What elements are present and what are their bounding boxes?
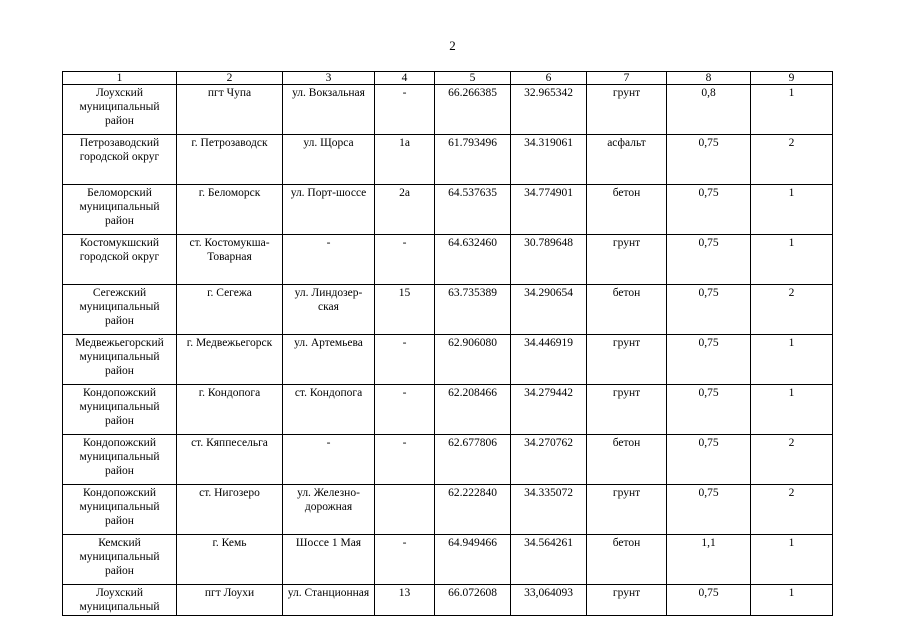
column-header: 9	[751, 72, 833, 85]
header-row	[63, 72, 833, 85]
cell-longitude: 32.965342	[511, 85, 587, 135]
cell-latitude: 62.906080	[435, 335, 511, 385]
cell-area: 0,75	[667, 285, 751, 335]
cell-count: 1	[751, 585, 833, 616]
cell-surface: бетон	[587, 535, 667, 585]
column-header: 3	[283, 72, 375, 85]
cell-district: Лоухский муниципальный район	[63, 85, 177, 135]
cell-area: 0,75	[667, 485, 751, 535]
cell-surface: грунт	[587, 385, 667, 435]
cell-locality: г. Петрозаводск	[177, 135, 283, 185]
table-row	[63, 585, 833, 616]
table-row	[63, 485, 833, 535]
table-row	[63, 235, 833, 285]
cell-street: ст. Кондопога	[283, 385, 375, 435]
cell-latitude: 61.793496	[435, 135, 511, 185]
table-row	[63, 285, 833, 335]
cell-latitude: 63.735389	[435, 285, 511, 335]
cell-locality: г. Кемь	[177, 535, 283, 585]
cell-longitude: 34.446919	[511, 335, 587, 385]
cell-latitude: 64.949466	[435, 535, 511, 585]
page-number: 2	[449, 38, 456, 53]
cell-count: 1	[751, 185, 833, 235]
cell-house: 13	[375, 585, 435, 616]
cell-locality: г. Кондопога	[177, 385, 283, 435]
data-table	[62, 71, 833, 616]
cell-count: 2	[751, 285, 833, 335]
column-header: 8	[667, 72, 751, 85]
column-header: 4	[375, 72, 435, 85]
cell-house: -	[375, 85, 435, 135]
cell-longitude: 34.290654	[511, 285, 587, 335]
cell-longitude: 34.564261	[511, 535, 587, 585]
cell-house: -	[375, 535, 435, 585]
cell-house: -	[375, 435, 435, 485]
cell-district: Петрозаводский городской округ	[63, 135, 177, 185]
cell-locality: ст. Кяппесельга	[177, 435, 283, 485]
column-header: 2	[177, 72, 283, 85]
cell-count: 1	[751, 85, 833, 135]
cell-district: Кондопожский муниципальный район	[63, 385, 177, 435]
cell-latitude: 64.632460	[435, 235, 511, 285]
cell-house: -	[375, 235, 435, 285]
column-header: 5	[435, 72, 511, 85]
cell-street: Шоссе 1 Мая	[283, 535, 375, 585]
cell-surface: грунт	[587, 235, 667, 285]
cell-longitude: 34.319061	[511, 135, 587, 185]
cell-count: 1	[751, 335, 833, 385]
cell-latitude: 64.537635	[435, 185, 511, 235]
cell-street: ул. Щорса	[283, 135, 375, 185]
cell-surface: грунт	[587, 335, 667, 385]
cell-surface: бетон	[587, 185, 667, 235]
cell-surface: грунт	[587, 485, 667, 535]
cell-house: -	[375, 335, 435, 385]
cell-latitude: 66.072608	[435, 585, 511, 616]
cell-district: Лоухский муниципальный	[63, 585, 177, 616]
cell-longitude: 33,064093	[511, 585, 587, 616]
cell-street: -	[283, 235, 375, 285]
cell-latitude: 62.208466	[435, 385, 511, 435]
cell-district: Кондопожский муниципальный район	[63, 485, 177, 535]
cell-count: 1	[751, 235, 833, 285]
column-header: 6	[511, 72, 587, 85]
cell-street: ул. Железно-дорожная	[283, 485, 375, 535]
cell-street: ул. Вокзальная	[283, 85, 375, 135]
cell-longitude: 34.270762	[511, 435, 587, 485]
cell-street: ул. Порт-шоссе	[283, 185, 375, 235]
cell-area: 0,8	[667, 85, 751, 135]
cell-locality: пгт Лоухи	[177, 585, 283, 616]
cell-area: 1,1	[667, 535, 751, 585]
table-row	[63, 335, 833, 385]
cell-street: ул. Линдозер-ская	[283, 285, 375, 335]
column-header: 1	[63, 72, 177, 85]
cell-area: 0,75	[667, 335, 751, 385]
cell-longitude: 30.789648	[511, 235, 587, 285]
cell-latitude: 66.266385	[435, 85, 511, 135]
cell-surface: асфальт	[587, 135, 667, 185]
cell-house: 2а	[375, 185, 435, 235]
cell-locality: ст. Костомукша-Товарная	[177, 235, 283, 285]
cell-house: -	[375, 385, 435, 435]
cell-locality: ст. Нигозеро	[177, 485, 283, 535]
cell-district: Кемский муниципальный район	[63, 535, 177, 585]
table-row	[63, 435, 833, 485]
cell-area: 0,75	[667, 235, 751, 285]
cell-district: Беломорский муниципальный район	[63, 185, 177, 235]
cell-area: 0,75	[667, 185, 751, 235]
cell-longitude: 34.774901	[511, 185, 587, 235]
cell-count: 1	[751, 535, 833, 585]
cell-district: Сегежский муниципальный район	[63, 285, 177, 335]
cell-latitude: 62.222840	[435, 485, 511, 535]
cell-longitude: 34.279442	[511, 385, 587, 435]
cell-street: ул. Артемьева	[283, 335, 375, 385]
cell-surface: грунт	[587, 585, 667, 616]
cell-street: -	[283, 435, 375, 485]
cell-street: ул. Станционная	[283, 585, 375, 616]
cell-area: 0,75	[667, 135, 751, 185]
table-row	[63, 535, 833, 585]
cell-district: Кондопожский муниципальный район	[63, 435, 177, 485]
cell-surface: бетон	[587, 435, 667, 485]
cell-latitude: 62.677806	[435, 435, 511, 485]
cell-count: 1	[751, 385, 833, 435]
cell-area: 0,75	[667, 585, 751, 616]
table-row	[63, 135, 833, 185]
cell-house: 1а	[375, 135, 435, 185]
cell-locality: г. Сегежа	[177, 285, 283, 335]
table-row	[63, 385, 833, 435]
cell-area: 0,75	[667, 385, 751, 435]
column-header: 7	[587, 72, 667, 85]
cell-locality: г. Медвежьегорск	[177, 335, 283, 385]
cell-count: 2	[751, 485, 833, 535]
table-row	[63, 185, 833, 235]
cell-longitude: 34.335072	[511, 485, 587, 535]
cell-count: 2	[751, 435, 833, 485]
cell-surface: грунт	[587, 85, 667, 135]
cell-count: 2	[751, 135, 833, 185]
cell-locality: г. Беломорск	[177, 185, 283, 235]
cell-house	[375, 485, 435, 535]
cell-house: 15	[375, 285, 435, 335]
cell-surface: бетон	[587, 285, 667, 335]
cell-district: Костомукшский городской округ	[63, 235, 177, 285]
cell-district: Медвежьегорский муниципальный район	[63, 335, 177, 385]
cell-locality: пгт Чупа	[177, 85, 283, 135]
cell-area: 0,75	[667, 435, 751, 485]
table-row	[63, 85, 833, 135]
